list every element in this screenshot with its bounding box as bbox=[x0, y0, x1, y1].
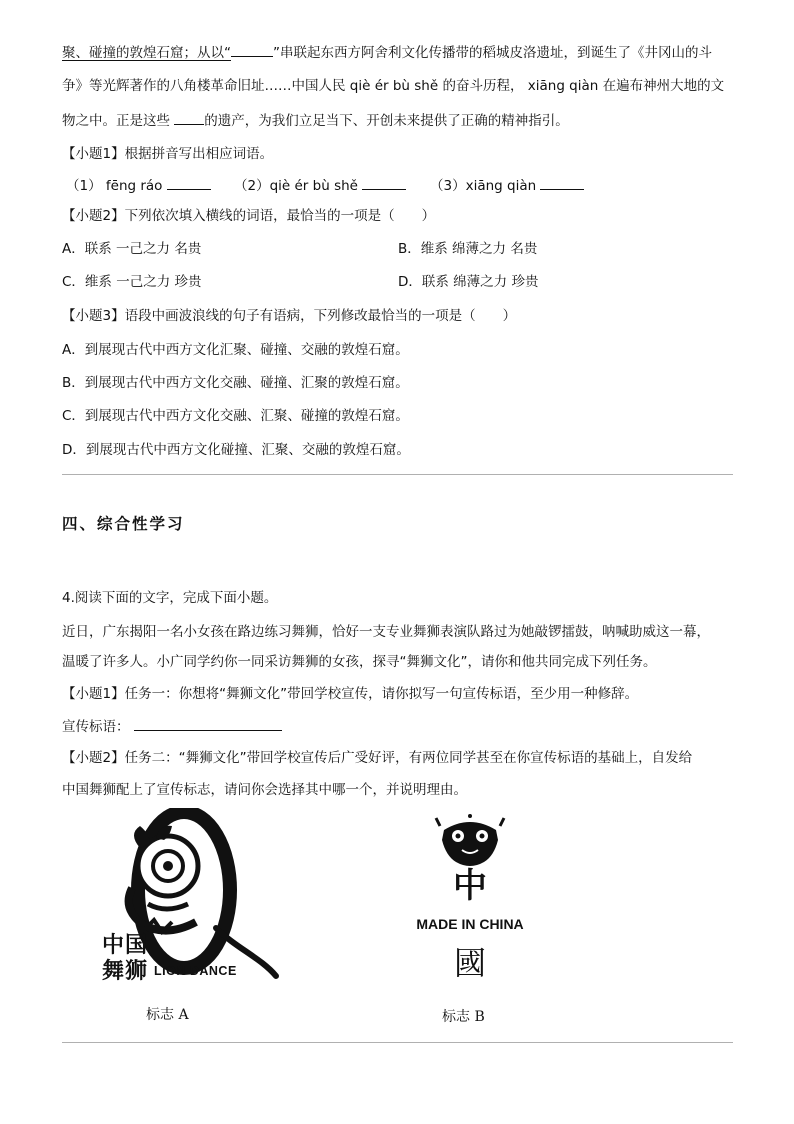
task1-label: 【小题1】任务一：你想将“舞狮文化”带回学校宣传，请你拟写一句宣传标语，至少用一种修辞。 bbox=[62, 686, 639, 702]
q3-option-a[interactable]: A．到展现古代中西方文化汇聚、碰撞、交融的敦煌石窟。 bbox=[62, 342, 409, 358]
passage-text: 争》等光辉著作的八角楼革命旧址……中国人民 qiè ér bù shě 的奋斗历程， xiāng qiàn 在遍布神州大地的文 bbox=[62, 78, 725, 94]
q1-item-1 bbox=[66, 175, 211, 196]
paragraph-line-2: 温暖了许多人。小广同学约你一同采访舞狮的女孩，探寻“舞狮文化”，请你和他共同完成下列任务。 bbox=[62, 654, 657, 670]
logo-b-caption: 标志 B bbox=[442, 1009, 485, 1025]
divider bbox=[62, 1042, 733, 1043]
q1-item-3-text: （3）xiāng qiàn bbox=[430, 178, 537, 194]
q3-label: 【小题3】语段中画波浪线的句子有语病，下列修改最恰当的一项是（ ） bbox=[62, 308, 517, 324]
q3-option-d[interactable]: D．到展现古代中西方文化碰撞、汇聚、交融的敦煌石窟。 bbox=[62, 442, 410, 458]
passage-line-1 bbox=[62, 42, 712, 63]
task2-line-1: 【小题2】任务二：“舞狮文化”带回学校宣传后广受好评，有两位同学甚至在你宣传标语的基础上，自发给 bbox=[62, 750, 693, 766]
logo-a-cn-line-2: 舞狮 bbox=[102, 958, 149, 984]
q1-answer-3[interactable] bbox=[540, 175, 584, 190]
logo-a-caption: 标志 A bbox=[146, 1007, 189, 1023]
q1-item-1-text: （1） fēng ráo bbox=[66, 178, 163, 194]
logo-a bbox=[96, 808, 296, 988]
q2-option-a[interactable]: A．联系 一己之力 名贵 bbox=[62, 241, 202, 257]
paragraph-line-1: 近日，广东揭阳一名小女孩在路边练习舞狮，恰好一支专业舞狮表演队路过为她敲锣擂鼓，呐喊助威这一幕， bbox=[62, 624, 710, 640]
q1-item-2 bbox=[234, 175, 406, 196]
q1-label: 【小题1】根据拼音写出相应词语。 bbox=[62, 146, 274, 162]
task2-line-2: 中国舞狮配上了宣传标志，请问你会选择其中哪一个，并说明理由。 bbox=[62, 782, 467, 798]
passage-text: ”串联起东西方阿舍利文化传播带的稻城皮洛遗址，到诞生了《井冈山的斗 bbox=[273, 45, 712, 61]
fill-blank-2[interactable] bbox=[174, 110, 204, 125]
q2-option-d[interactable]: D．联系 绵薄之力 珍贵 bbox=[398, 274, 539, 290]
q2-option-c[interactable]: C．维系 一己之力 珍贵 bbox=[62, 274, 202, 290]
q1-answer-2[interactable] bbox=[362, 175, 406, 190]
q3-option-b[interactable]: B．到展现古代中西方文化交融、碰撞、汇聚的敦煌石窟。 bbox=[62, 375, 409, 391]
passage-line-3 bbox=[62, 110, 569, 131]
passage-line-2 bbox=[62, 76, 724, 96]
logo-a-cn-text bbox=[102, 932, 148, 984]
passage-text: 的遗产，为我们立足当下、开创未来提供了正确的精神指引。 bbox=[204, 113, 569, 129]
slogan-answer[interactable] bbox=[134, 716, 282, 731]
logo-a-en-text: LION DANCE bbox=[154, 964, 237, 978]
question-intro: 4.阅读下面的文字，完成下面小题。 bbox=[62, 590, 278, 606]
logo-a-cn-line-1: 中国 bbox=[102, 932, 149, 958]
q1-item-2-text: （2）qiè ér bù shě bbox=[234, 178, 358, 194]
logo-b-en-text: MADE IN CHINA bbox=[416, 916, 524, 932]
logo-b-bottom-char: 國 bbox=[453, 944, 486, 982]
fill-blank-1[interactable] bbox=[231, 42, 273, 57]
divider bbox=[62, 474, 733, 475]
passage-text: 聚、碰撞的敦煌石窟；从以“ bbox=[62, 45, 231, 61]
section-heading: 四、综合性学习 bbox=[62, 514, 185, 533]
q1-answer-1[interactable] bbox=[167, 175, 211, 190]
slogan-label: 宣传标语： bbox=[62, 719, 130, 735]
logo-b-top-char: 中 bbox=[453, 866, 487, 906]
q1-item-3 bbox=[430, 175, 584, 196]
slogan-line bbox=[62, 716, 282, 737]
q2-label: 【小题2】下列依次填入横线的词语，最恰当的一项是（ ） bbox=[62, 208, 436, 224]
q3-option-c[interactable]: C．到展现古代中西方文化交融、汇聚、碰撞的敦煌石窟。 bbox=[62, 408, 409, 424]
passage-text: 物之中。正是这些 bbox=[62, 113, 175, 129]
logo-b bbox=[404, 812, 536, 988]
q2-option-b[interactable]: B．维系 绵薄之力 名贵 bbox=[398, 241, 538, 257]
